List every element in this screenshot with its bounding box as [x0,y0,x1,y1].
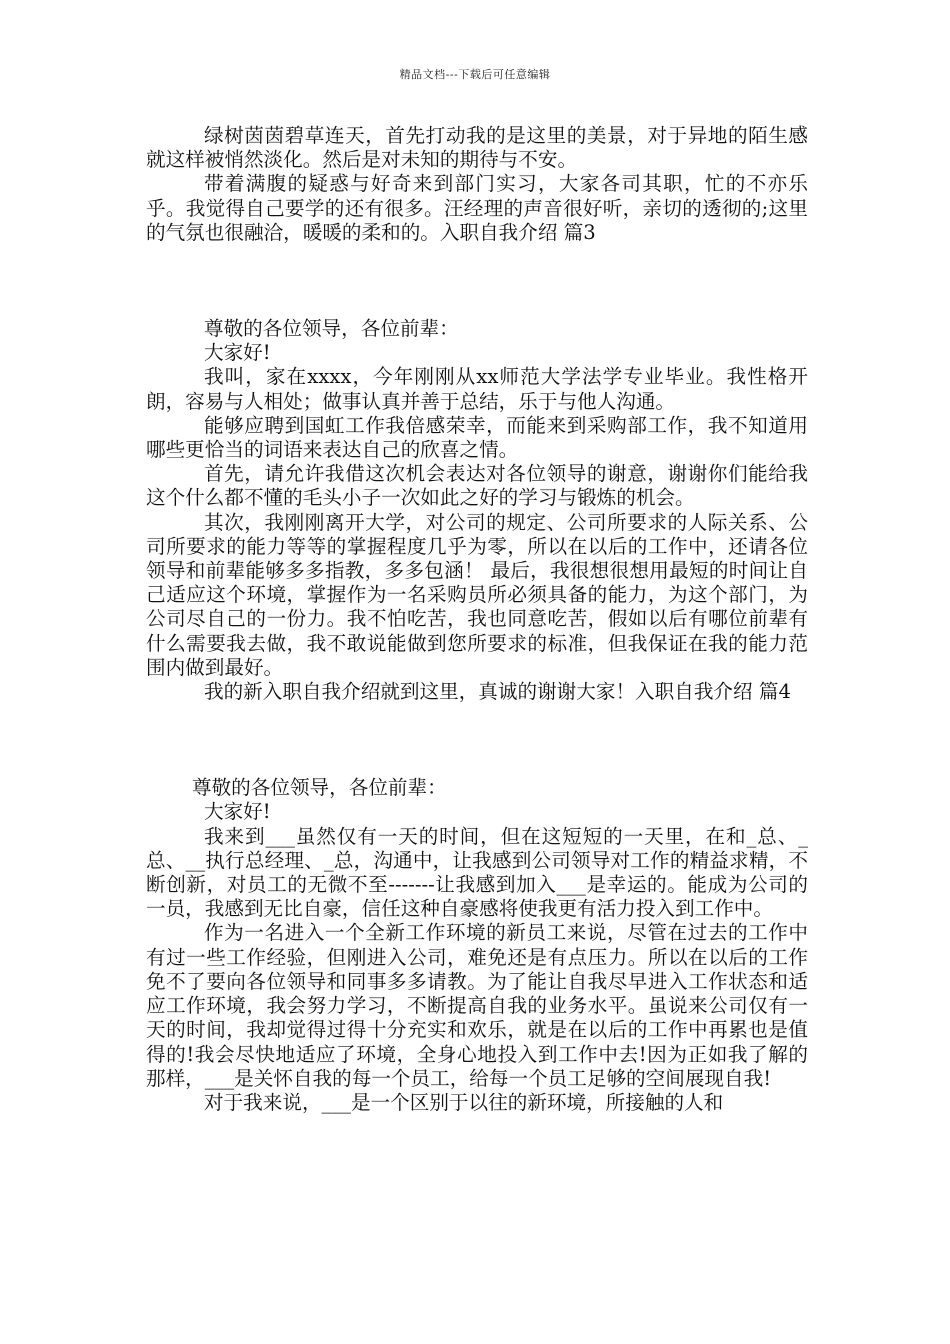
greeting: 大家好! [204,341,271,365]
paragraph: 我叫，家在xxxx，今年刚刚从xx师范大学法学专业毕业。我性格开朗，容易与人相处；做事认真并善于总结，乐于与他人沟通。 [146,365,808,413]
paragraph: 其次，我刚刚离开大学，对公司的规定、公司所要求的人际关系、公司所要求的能力等等的掌握程度几乎为零，所以在以后的工作中，还请各位领导和前辈能够多多指教，多多包涵！ 最后，我很想很想用最短的时间让自己适应这个环境，掌握作为一名采购员所必须具备的能力，为这个部门，为公司尽自己的一份力。我不怕吃苦，我也同意吃苦，假如以后有哪位前辈有什么需要我去做，我不敢说能做到您所要求的标准，但我保证在我的能力范围内做到最好。 [146,510,808,679]
paragraph: 我的新入职自我介绍就到这里，真诚的谢谢大家！入职自我介绍 篇4 [204,680,791,704]
section-1 [146,124,808,245]
paragraph: 绿树茵茵碧草连天，首先打动我的是这里的美景，对于异地的陌生感就这样被悄然淡化。然后是对未知的期待与不安。 [146,124,808,172]
paragraph: 能够应聘到国虹工作我倍感荣幸，而能来到采购部工作，我不知道用哪些更恰当的词语来表达自己的欣喜之情。 [146,413,808,462]
paragraph: 首先，请允许我借这次机会表达对各位领导的谢意，谢谢你们能给我这个什么都不懂的毛头小子一次如此之好的学习与锻炼的机会。 [146,462,808,510]
greeting: 大家好! [204,800,271,824]
paragraph: 带着满腹的疑惑与好奇来到部门实习，大家各司其职，忙的不亦乐乎。我觉得自己要学的还有很多。汪经理的声音很好听，亲切的透彻的;这里的气氛也很融洽，暖暖的柔和的。入职自我介绍 篇3 [146,172,808,244]
paragraph: 作为一名进入一个全新工作环境的新员工来说，尽管在过去的工作中有过一些工作经验，但刚进入公司，难免还是有点压力。所以在以后的工作免不了要向各位领导和同事多多请教。为了能让自我尽早进入工作状态和适应工作环境，我会努力学习，不断提高自我的业务水平。虽说来公司仅有一天的时间，我却觉得过得十分充实和欢乐，就是在以后的工作中再累也是值得的!我会尽快地适应了环境，全身心地投入到工作中去!因为正如我了解的那样，___是关怀自我的每一个员工，给每一个员工足够的空间展现自我! [146,921,808,1090]
section-3 [146,776,808,1115]
paragraph: 我来到___虽然仅有一天的时间，但在这短短的一天里，在和_总、_总、__执行总经理、_总，沟通中，让我感到公司领导对工作的精益求精，不断创新，对员工的无微不至-------让我感到加入___是幸运的。能成为公司的一员，我感到无比自豪，信任这种自豪感将使我更有活力投入到工作中。 [146,824,808,921]
page-header: 精品文档---下载后可任意编辑 [399,68,551,81]
document-body [146,124,808,1115]
salutation: 尊敬的各位领导，各位前辈： [204,317,459,341]
section-gap [146,704,808,776]
section-gap [146,245,808,317]
section-2 [146,317,808,704]
salutation: 尊敬的各位领导，各位前辈： [192,776,447,800]
paragraph: 对于我来说，___是一个区别于以往的新环境，所接触的人和 [204,1090,724,1114]
